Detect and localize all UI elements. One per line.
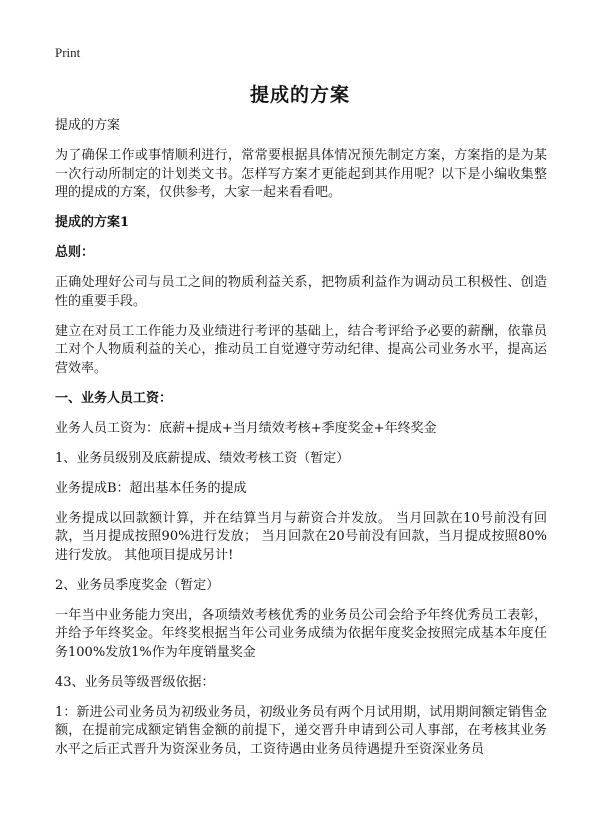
commission-b-paragraph: 业务提成B：超出基本任务的提成 — [55, 480, 247, 496]
print-link[interactable]: Print — [55, 45, 81, 60]
section-heading-salary: 一、业务人员工资： — [55, 390, 173, 406]
promotion-rule-paragraph: 1：新进公司业务员为初级业务员，初级业务员有两个月试用期，试用期间额定销售金额，在提前完成额定销售金额的前提下，递交晋升申请到公司人事部，在考核其业务水平之后正式晋升为资深业务员，工资待遇由业务员待遇提升至资深业务员 — [55, 704, 547, 757]
salary-formula-paragraph: 业务人员工资为：底薪+提成+当月绩效考核+季度奖金+年终奖金 — [55, 420, 437, 436]
level-base-paragraph: 1、业务员级别及底薪提成、绩效考核工资（暂定） — [55, 450, 350, 466]
commission-rule-paragraph: 业务提成以回款额计算，并在结算当月与薪资合并发放。 当月回款在10号前没有回款，当月提成按照90%进行发放； 当月回款在20号前没有回款，当月提成按照80%进行发放。 其他项目提成另计! — [55, 510, 547, 563]
quarter-bonus-paragraph: 2、业务员季度奖金（暂定） — [55, 577, 220, 593]
document-title: 提成的方案 — [249, 84, 350, 106]
general-paragraph-2: 建立在对员工工作能力及业绩进行考评的基础上，结合考评给予必要的薪酬，依靠员工对个人物质利益的关心，推动员工自觉遵守劳动纪律、提高公司业务水平，提高运营效率。 — [55, 323, 547, 376]
subtitle-paragraph: 提成的方案 — [55, 118, 121, 133]
promotion-basis-paragraph: 43、业务员等级晋级依据： — [55, 674, 215, 690]
annual-bonus-paragraph: 一年当中业务能力突出，各项绩效考核优秀的业务员公司会给予年终优秀员工表彰，并给予年终奖金。年终奖根据当年公司业务成绩为依据年度奖金按照完成基本年度任务100%发放1%作为年度销量奖金 — [55, 607, 547, 660]
section-heading-general: 总则： — [55, 245, 95, 260]
general-paragraph-1: 正确处理好公司与员工之间的物质利益关系，把物质利益作为调动员工积极性、创造性的重要手段。 — [55, 275, 547, 309]
section-heading-plan-1: 提成的方案1 — [55, 215, 130, 230]
intro-paragraph: 为了确保工作或事情顺利进行，常常要根据具体情况预先制定方案，方案指的是为某一次行动所制定的计划类文书。怎样写方案才更能起到其作用呢？以下是小编收集整理的提成的方案，仅供参考，大家一起来看看吧。 — [55, 148, 547, 200]
document-body — [55, 117, 547, 771]
